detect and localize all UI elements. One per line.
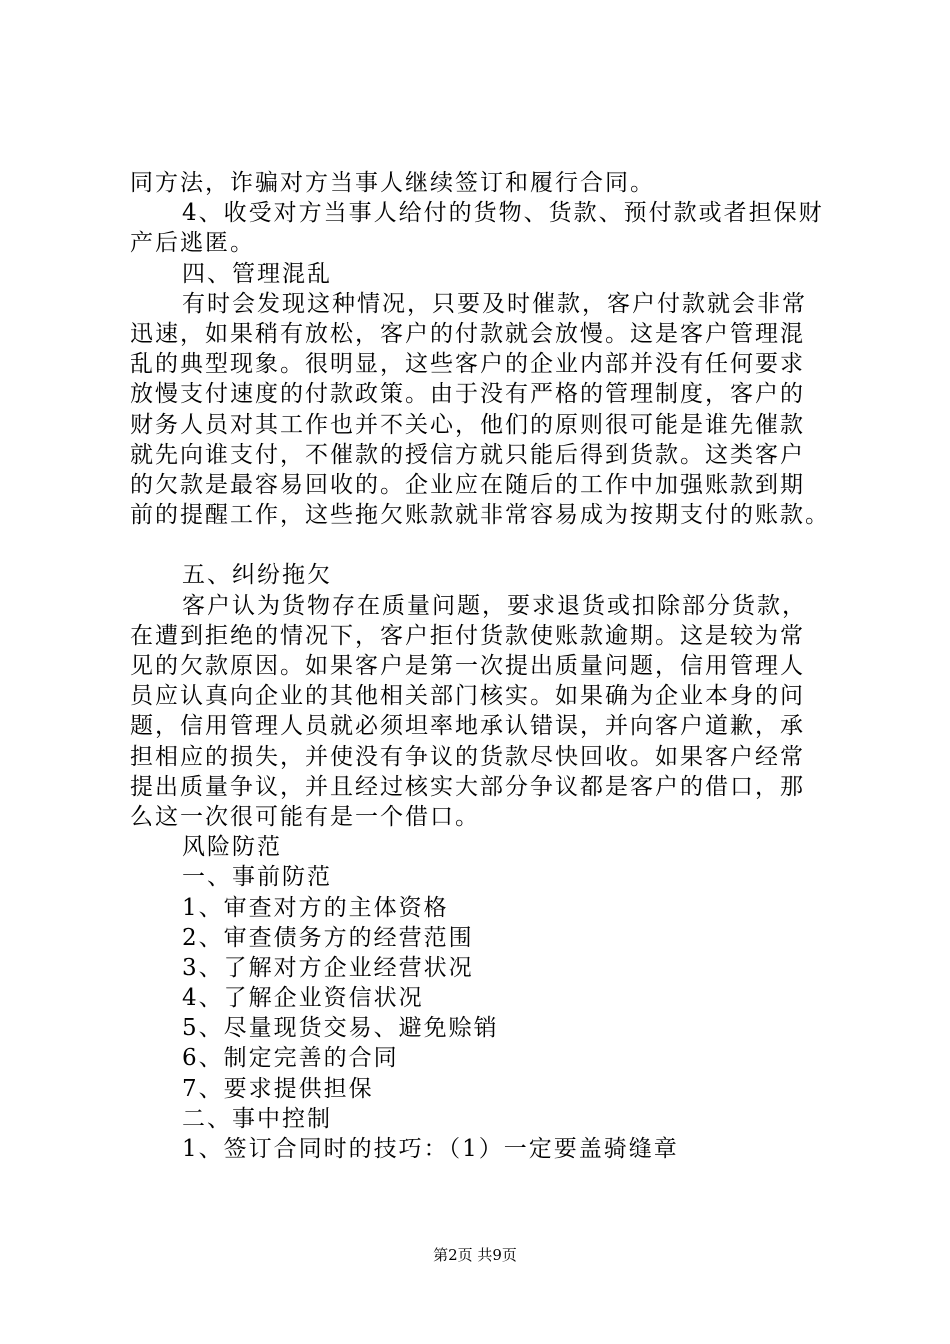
list-item: 3、了解对方企业经营状况 xyxy=(182,954,474,981)
list-item: 6、制定完善的合同 xyxy=(182,1045,399,1072)
list-item: 1、签订合同时的技巧：（1）一定要盖骑缝章 xyxy=(182,1136,679,1162)
paragraph-gap xyxy=(130,530,830,560)
text-line: 客户认为货物存在质量问题，要求退货或扣除部分货款， xyxy=(182,592,807,619)
text-line: 产后逃匿。 xyxy=(130,230,255,257)
text-line: 见的欠款原因。如果客户是第一次提出质量问题，信用管理人 xyxy=(130,653,805,679)
list-item: 4、了解企业资信状况 xyxy=(182,985,424,1012)
text-line: 财务人员对其工作也并不关心，他们的原则很可能是谁先催款 xyxy=(130,411,805,438)
text-line: 在遭到拒绝的情况下，客户拒付货款使账款逾期。这是较为常 xyxy=(130,622,805,649)
text-line: 就先向谁支付，不催款的授信方就只能后得到货款。这类客户 xyxy=(130,441,805,468)
text-line: 题，信用管理人员就必须坦率地承认错误，并向客户道歉，承 xyxy=(130,713,805,740)
text-line: 么这一次很可能有是一个借口。 xyxy=(130,803,480,830)
text-line: 有时会发现这种情况，只要及时催款，客户付款就会非常 xyxy=(182,290,807,317)
list-item: 5、尽量现货交易、避免赊销 xyxy=(182,1015,499,1042)
text-line: 的欠款是最容易回收的。企业应在随后的工作中加强账款到期 xyxy=(130,471,805,498)
text-line: 员应认真向企业的其他相关部门核实。如果确为企业本身的问 xyxy=(130,683,805,710)
document-body xyxy=(130,168,830,1164)
text-line: 前的提醒工作，这些拖欠账款就非常容易成为按期支付的账款。 xyxy=(130,502,830,529)
text-line: 4、收受对方当事人给付的货物、货款、预付款或者担保财 xyxy=(182,200,824,227)
section-heading: 二、事中控制 xyxy=(182,1105,332,1132)
page-number-footer: 第2页 共9页 xyxy=(433,1246,517,1264)
text-line: 担相应的损失，并使没有争议的货款尽快回收。如果客户经常 xyxy=(130,743,805,770)
list-item: 2、审查债务方的经营范围 xyxy=(182,924,474,951)
section-heading: 风险防范 xyxy=(182,834,282,861)
section-heading: 一、事前防范 xyxy=(182,864,332,891)
list-item: 7、要求提供担保 xyxy=(182,1075,374,1102)
section-heading: 五、纠纷拖欠 xyxy=(182,562,332,589)
section-heading: 四、管理混乱 xyxy=(182,260,332,287)
text-line: 乱的典型现象。很明显，这些客户的企业内部并没有任何要求 xyxy=(130,351,805,378)
text-line: 迅速，如果稍有放松，客户的付款就会放慢。这是客户管理混 xyxy=(130,320,805,347)
list-item: 1、审查对方的主体资格 xyxy=(182,894,449,921)
text-line: 同方法，诈骗对方当事人继续签订和履行合同。 xyxy=(130,170,655,196)
text-line: 放慢支付速度的付款政策。由于没有严格的管理制度，客户的 xyxy=(130,381,805,408)
text-line: 提出质量争议，并且经过核实大部分争议都是客户的借口，那 xyxy=(130,773,805,800)
